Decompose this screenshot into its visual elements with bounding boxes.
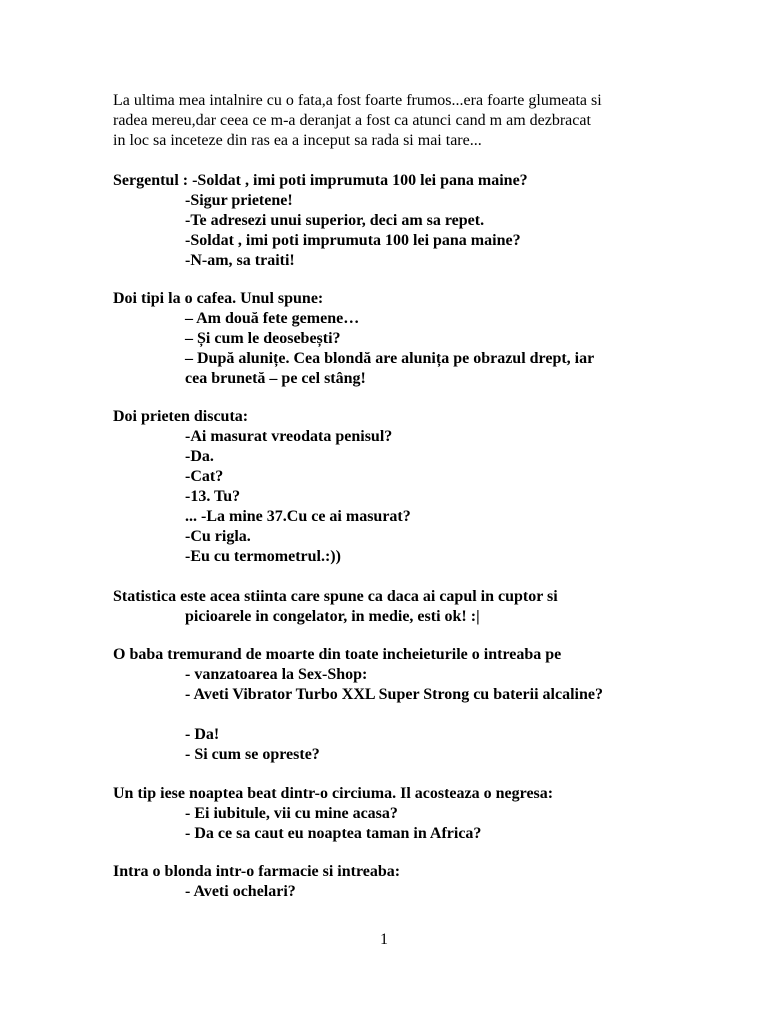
joke-line: ... -La mine 37.Cu ce ai masurat? [185,508,411,525]
joke-line: - vanzatoarea la Sex-Shop: [185,666,368,683]
joke-line: - Si cum se opreste? [185,746,320,763]
joke-line: Doi prieten discuta: [113,408,249,425]
joke-line: - Aveti ochelari? [185,883,296,900]
joke-line: - Aveti Vibrator Turbo XXL Super Strong cu baterii alcaline? [185,686,603,703]
joke-line: Sergentul : -Soldat , imi poti imprumuta 100 lei pana maine? [113,172,528,189]
joke-line: -Soldat , imi poti imprumuta 100 lei pana maine? [185,232,521,249]
intro-line: radea mereu,dar ceea ce m-a deranjat a fost ca atunci cand m am dezbracat [113,112,591,129]
page-number: 1 [380,931,388,948]
intro-line: La ultima mea intalnire cu o fata,a fost foarte frumos...era foarte glumeata si [113,92,602,109]
joke-line: -13. Tu? [185,488,241,505]
joke-line: Un tip iese noaptea beat dintr-o circiuma. Il acosteaza o negresa: [113,785,554,802]
joke-line: - Ei iubitule, vii cu mine acasa? [185,805,398,822]
joke-line: -Cat? [185,468,224,485]
intro-line: in loc sa inceteze din ras ea a inceput sa rada si mai tare... [113,132,482,149]
joke-line: -Eu cu termometrul.:)) [185,548,341,565]
joke-line: Doi tipi la o cafea. Unul spune: [113,290,324,307]
joke-line: -N-am, sa traiti! [185,252,295,269]
joke-line: - Da! [185,726,220,743]
joke-line: -Ai masurat vreodata penisul? [185,428,393,445]
joke-line: Intra o blonda intr-o farmacie si intreaba: [113,863,401,880]
joke-line: – După alunițe. Cea blondă are alunița pe obrazul drept, iar [185,350,595,367]
joke-line: picioarele in congelator, in medie, esti ok! :| [185,608,480,625]
joke-line: -Da. [185,448,214,465]
joke-line: O baba tremurand de moarte din toate incheieturile o intreaba pe [113,646,562,663]
joke-line: -Sigur prietene! [185,192,293,209]
joke-line: Statistica este acea stiinta care spune ca daca ai capul in cuptor si [113,588,558,605]
joke-line: – Și cum le deosebești? [185,330,341,347]
joke-line: - Da ce sa caut eu noaptea taman in Africa? [185,825,482,842]
joke-line: -Te adresezi unui superior, deci am sa repet. [185,212,485,229]
joke-line: – Am două fete gemene… [185,310,360,327]
joke-line: -Cu rigla. [185,528,251,545]
joke-line: cea brunetă – pe cel stâng! [185,370,366,387]
